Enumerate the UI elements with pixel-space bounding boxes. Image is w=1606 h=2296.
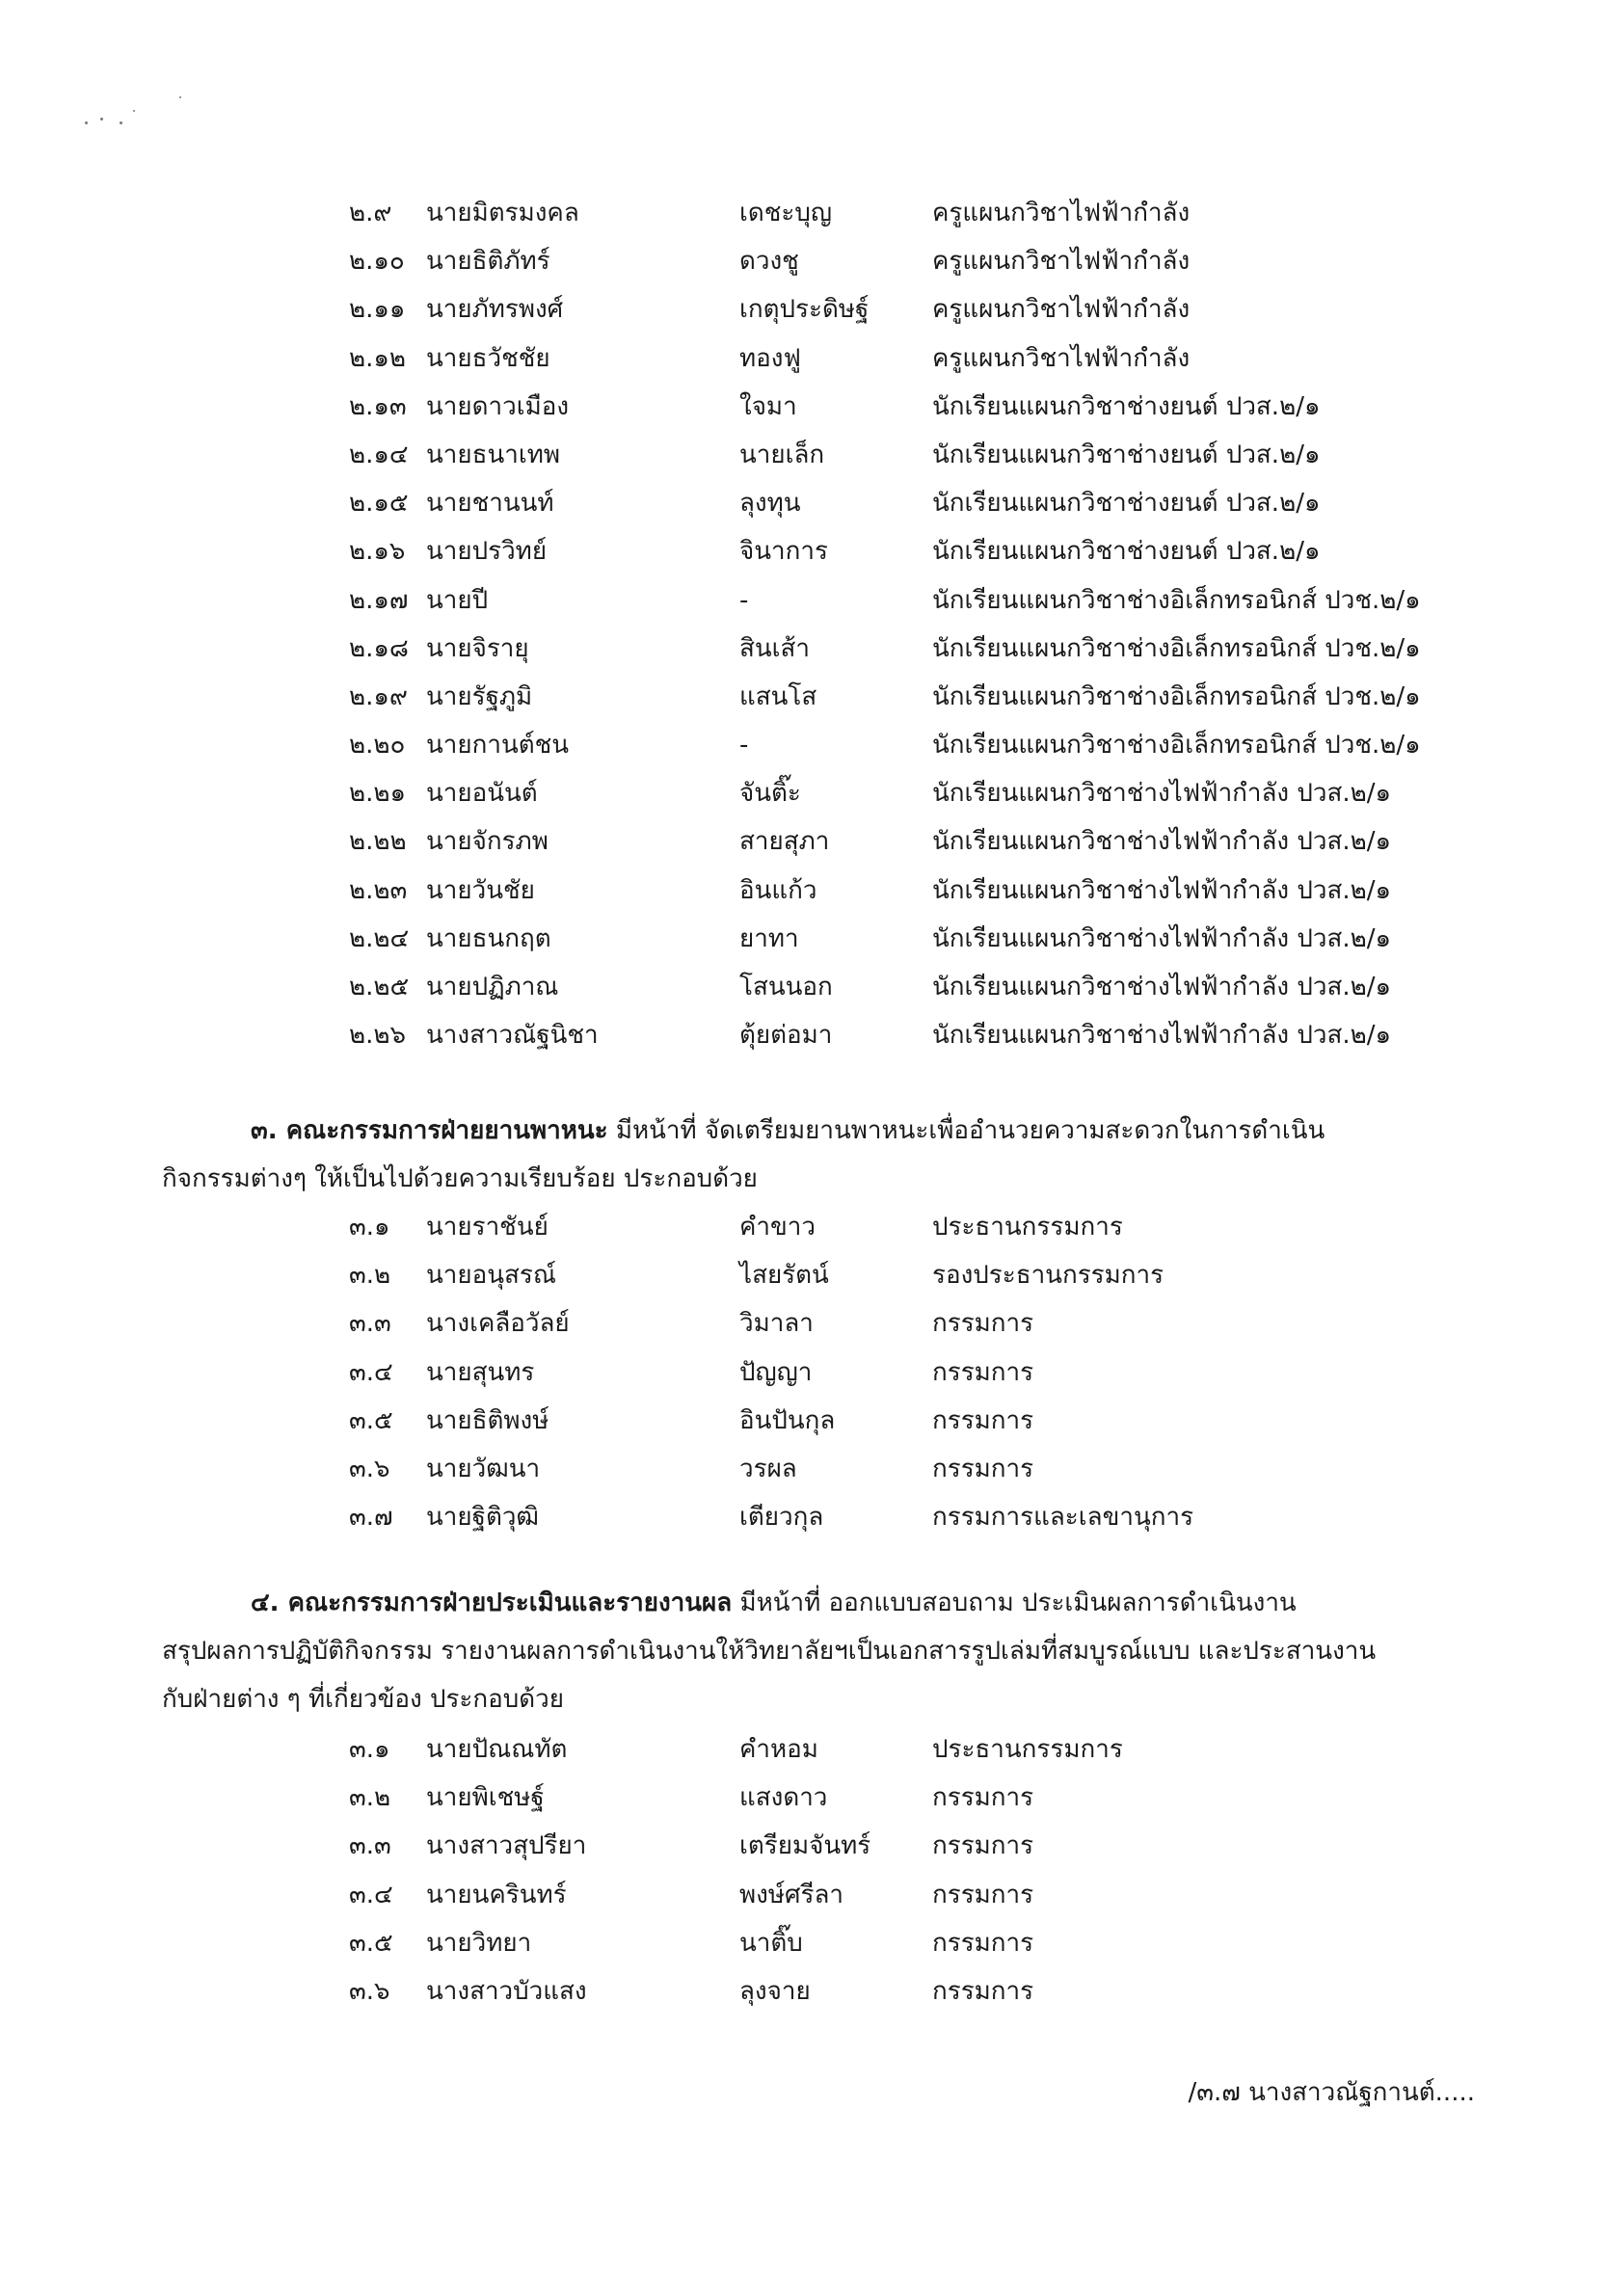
member-number: ๒.๑๔ <box>349 440 409 469</box>
member-role: นักเรียนแผนกวิชาช่างยนต์ ปวส.๒/๑ <box>932 489 1321 519</box>
member-last-name: จินาการ <box>739 537 828 567</box>
member-role: นักเรียนแผนกวิชาช่างยนต์ ปวส.๒/๑ <box>932 537 1321 567</box>
member-row <box>349 1397 1506 1445</box>
member-first-name: นายกานต์ชน <box>426 731 570 761</box>
member-role: ประธานกรรมการ <box>932 1735 1123 1764</box>
member-role: กรรมการ <box>932 1405 1034 1435</box>
member-number: ๒.๒๑ <box>349 779 407 809</box>
section3-heading: ๓. คณะกรรมการฝ่ายยานพาหนะ <box>251 1116 608 1145</box>
section4-duty-text: มีหน้าที่ ออกแบบสอบถาม ประเมินผลการดำเนินงาน <box>732 1589 1297 1617</box>
member-row <box>349 479 1506 527</box>
member-number: ๒.๑๕ <box>349 489 409 519</box>
member-role: นักเรียนแผนกวิชาช่างอิเล็กทรอนิกส์ ปวช.๒/๑ <box>932 731 1421 761</box>
member-row <box>349 721 1506 769</box>
member-row <box>349 189 1506 237</box>
member-last-name: ปัญญา <box>739 1357 813 1387</box>
member-last-name: วิมาลา <box>739 1309 814 1339</box>
member-last-name: ไสยรัตน์ <box>739 1261 829 1291</box>
member-number: ๓.๒ <box>349 1261 391 1291</box>
member-number: ๓.๓ <box>349 1309 391 1339</box>
member-row <box>349 1822 1506 1870</box>
member-number: ๓.๑ <box>349 1735 390 1764</box>
member-last-name: ตุ้ยต่อมา <box>739 1021 833 1051</box>
member-last-name: สินเส้า <box>739 633 810 663</box>
member-role: กรรมการ <box>932 1454 1034 1483</box>
member-number: ๓.๓ <box>349 1831 391 1861</box>
member-first-name: นายรัฐภูมิ <box>426 681 533 711</box>
member-number: ๒.๒๒ <box>349 827 407 857</box>
member-number: ๒.๑๘ <box>349 633 409 663</box>
member-first-name: นางสาวณัฐนิชา <box>426 1021 599 1051</box>
member-row <box>349 1348 1506 1397</box>
member-row <box>349 1445 1506 1493</box>
member-first-name: นายปรวิทย์ <box>426 537 548 567</box>
member-row <box>349 817 1506 866</box>
member-number: ๒.๙ <box>349 199 392 227</box>
member-row <box>349 769 1506 817</box>
member-last-name: จันติ๊ะ <box>739 779 801 809</box>
member-first-name: นายชานนท์ <box>426 489 554 519</box>
member-last-name: ทองฟู <box>739 343 801 373</box>
section3-paragraph <box>162 1107 1473 1203</box>
member-number: ๓.๔ <box>349 1357 393 1387</box>
member-number: ๒.๒๔ <box>349 923 410 953</box>
member-number: ๒.๒๓ <box>349 875 408 905</box>
member-row <box>349 673 1506 721</box>
member-row <box>349 383 1506 431</box>
member-first-name: นายวัฒนา <box>426 1454 541 1483</box>
member-last-name: ลุงจาย <box>739 1976 811 2006</box>
member-first-name: นายวันชัย <box>426 875 535 905</box>
member-number: ๒.๑๐ <box>349 247 405 277</box>
member-last-name: ดวงชู <box>739 247 799 277</box>
member-row <box>349 334 1506 383</box>
section2-member-list <box>349 189 1506 1059</box>
member-role: นักเรียนแผนกวิชาช่างไฟฟ้ากำลัง ปวส.๒/๑ <box>932 779 1392 809</box>
member-number: ๒.๒๐ <box>349 731 406 761</box>
member-role: นักเรียนแผนกวิชาช่างไฟฟ้ากำลัง ปวส.๒/๑ <box>932 923 1392 953</box>
member-role: นักเรียนแผนกวิชาช่างยนต์ ปวส.๒/๑ <box>932 440 1321 469</box>
member-number: ๒.๑๑ <box>349 295 406 325</box>
section4-line3: กับฝ่ายต่าง ๆ ที่เกี่ยวข้อง ประกอบด้วย <box>162 1685 564 1714</box>
member-last-name: คำขาว <box>739 1213 816 1241</box>
member-row <box>349 915 1506 963</box>
member-first-name: นายดาวเมือง <box>426 391 570 421</box>
member-role: กรรมการ <box>932 1783 1034 1813</box>
member-last-name: - <box>739 585 749 615</box>
member-first-name: นายสุนทร <box>426 1357 535 1387</box>
member-last-name: นายเล็ก <box>739 440 825 469</box>
member-last-name: พงษ์ศรีลา <box>739 1880 843 1909</box>
member-first-name: นายอนุสรณ์ <box>426 1261 556 1291</box>
member-row <box>349 576 1506 625</box>
member-first-name: นายปัณณทัต <box>426 1735 568 1764</box>
member-number: ๒.๒๖ <box>349 1021 407 1051</box>
member-last-name: แสนโส <box>739 681 817 711</box>
page-continuation-note: /๓.๗ นางสาวณัฐกานต์..... <box>1188 2078 1475 2107</box>
member-first-name: นายธวัชชัย <box>426 343 550 373</box>
member-row <box>349 431 1506 479</box>
member-first-name: นายราชันย์ <box>426 1213 549 1241</box>
member-first-name: นายอนันต์ <box>426 779 538 809</box>
section3-line2: กิจกรรมต่างๆ ให้เป็นไปด้วยความเรียบร้อย ประกอบด้วย <box>162 1164 758 1193</box>
member-number: ๒.๑๒ <box>349 343 407 373</box>
member-number: ๒.๒๕ <box>349 973 410 1001</box>
member-first-name: นายฐิติวุฒิ <box>426 1503 539 1533</box>
member-role: กรรมการและเลขานุการ <box>932 1503 1194 1533</box>
member-row <box>349 867 1506 915</box>
member-last-name: เตียวกุล <box>739 1503 824 1533</box>
member-last-name: อินแก้ว <box>739 875 817 905</box>
member-last-name: ยาทา <box>739 923 799 953</box>
section4-line1 <box>162 1579 1473 1627</box>
member-last-name: เตรียมจันทร์ <box>739 1831 871 1861</box>
member-last-name: เดชะบุญ <box>739 199 833 227</box>
member-role: ครูแผนกวิชาไฟฟ้ากำลัง <box>932 343 1191 373</box>
member-role: กรรมการ <box>932 1976 1034 2006</box>
member-last-name: วรผล <box>739 1454 797 1483</box>
member-last-name: ลุงทุน <box>739 489 801 519</box>
member-first-name: นายพิเชษฐ์ <box>426 1783 545 1813</box>
member-first-name: นายธนาเทพ <box>426 440 561 469</box>
member-last-name: ใจมา <box>739 391 797 421</box>
member-row <box>349 1203 1506 1251</box>
member-last-name: แสงดาว <box>739 1783 828 1813</box>
member-last-name: โสนนอก <box>739 973 833 1001</box>
member-role: ประธานกรรมการ <box>932 1213 1123 1241</box>
member-number: ๓.๖ <box>349 1454 390 1483</box>
member-row <box>349 285 1506 334</box>
member-role: กรรมการ <box>932 1880 1034 1909</box>
member-number: ๒.๑๙ <box>349 681 408 711</box>
member-row <box>349 237 1506 285</box>
member-row <box>349 1299 1506 1348</box>
member-role: นักเรียนแผนกวิชาช่างอิเล็กทรอนิกส์ ปวช.๒/๑ <box>932 633 1421 663</box>
member-role: ครูแผนกวิชาไฟฟ้ากำลัง <box>932 247 1191 277</box>
member-first-name: นายปี <box>426 585 489 615</box>
member-number: ๓.๗ <box>349 1503 393 1533</box>
member-row <box>349 1967 1506 2016</box>
member-number: ๒.๑๓ <box>349 391 407 421</box>
member-first-name: นายธิติภัทร์ <box>426 247 550 277</box>
member-row <box>349 1919 1506 1967</box>
scan-specks <box>83 93 189 141</box>
member-role: กรรมการ <box>932 1928 1034 1958</box>
member-last-name: อินปันกุล <box>739 1405 836 1435</box>
member-row <box>349 1871 1506 1919</box>
member-row <box>349 1251 1506 1299</box>
member-first-name: นายมิตรมงคล <box>426 199 579 227</box>
member-role: รองประธานกรรมการ <box>932 1261 1164 1291</box>
member-first-name: นายภัทรพงศ์ <box>426 295 564 325</box>
member-first-name: นางเคลือวัลย์ <box>426 1309 570 1339</box>
member-number: ๓.๕ <box>349 1405 393 1435</box>
section4-heading: ๔. คณะกรรมการฝ่ายประเมินและรายงานผล <box>251 1589 733 1617</box>
section3-member-list <box>349 1203 1506 1541</box>
member-last-name: คำหอม <box>739 1735 818 1764</box>
member-first-name: นายวิทยา <box>426 1928 532 1958</box>
member-number: ๓.๖ <box>349 1976 390 2006</box>
member-role: ครูแผนกวิชาไฟฟ้ากำลัง <box>932 295 1191 325</box>
member-number: ๓.๑ <box>349 1213 390 1241</box>
member-number: ๓.๔ <box>349 1880 393 1909</box>
member-role: นักเรียนแผนกวิชาช่างอิเล็กทรอนิกส์ ปวช.๒/๑ <box>932 585 1421 615</box>
member-last-name: นาติ๊บ <box>739 1928 803 1958</box>
member-first-name: นายธนกฤต <box>426 923 551 953</box>
member-last-name: เกตุประดิษฐ์ <box>739 295 870 325</box>
member-number: ๒.๑๖ <box>349 537 406 567</box>
member-last-name: - <box>739 731 749 761</box>
section4-member-list <box>349 1725 1506 2016</box>
member-first-name: นายจิรายุ <box>426 633 529 663</box>
member-number: ๓.๒ <box>349 1783 391 1813</box>
member-row <box>349 1725 1506 1774</box>
member-row <box>349 1493 1506 1541</box>
member-role: กรรมการ <box>932 1357 1034 1387</box>
member-role: นักเรียนแผนกวิชาช่างไฟฟ้ากำลัง ปวส.๒/๑ <box>932 827 1392 857</box>
member-role: นักเรียนแผนกวิชาช่างอิเล็กทรอนิกส์ ปวช.๒/๑ <box>932 681 1421 711</box>
member-row <box>349 1774 1506 1822</box>
member-role: นักเรียนแผนกวิชาช่างไฟฟ้ากำลัง ปวส.๒/๑ <box>932 973 1392 1001</box>
member-last-name: สายสุภา <box>739 827 830 857</box>
member-number: ๒.๑๗ <box>349 585 409 615</box>
member-role: นักเรียนแผนกวิชาช่างไฟฟ้ากำลัง ปวส.๒/๑ <box>932 1021 1392 1051</box>
member-role: ครูแผนกวิชาไฟฟ้ากำลัง <box>932 199 1191 227</box>
member-row <box>349 1011 1506 1059</box>
section3-duty-text: มีหน้าที่ จัดเตรียมยานพาหนะเพื่ออำนวยความสะดวกในการดำเนิน <box>607 1116 1325 1145</box>
member-role: กรรมการ <box>932 1831 1034 1861</box>
member-role: กรรมการ <box>932 1309 1034 1339</box>
member-first-name: นางสาวบัวแสง <box>426 1976 587 2006</box>
section3-line1 <box>162 1107 1473 1155</box>
section4-paragraph <box>162 1579 1473 1723</box>
member-first-name: นายธิติพงษ์ <box>426 1405 549 1435</box>
section4-line2: สรุปผลการปฏิบัติกิจกรรม รายงานผลการดำเนินงานให้วิทยาลัยฯเป็นเอกสารรูปเล่มที่สมบูรณ์แบบ และประสานงาน <box>162 1637 1377 1666</box>
member-first-name: นางสาวสุปรียา <box>426 1831 587 1861</box>
member-first-name: นายปฏิภาณ <box>426 973 559 1001</box>
member-role: นักเรียนแผนกวิชาช่างไฟฟ้ากำลัง ปวส.๒/๑ <box>932 875 1392 905</box>
member-role: นักเรียนแผนกวิชาช่างยนต์ ปวส.๒/๑ <box>932 391 1321 421</box>
member-first-name: นายนครินทร์ <box>426 1880 567 1909</box>
member-row <box>349 963 1506 1011</box>
member-first-name: นายจักรภพ <box>426 827 549 857</box>
member-row <box>349 527 1506 575</box>
member-number: ๓.๕ <box>349 1928 393 1958</box>
member-row <box>349 625 1506 673</box>
